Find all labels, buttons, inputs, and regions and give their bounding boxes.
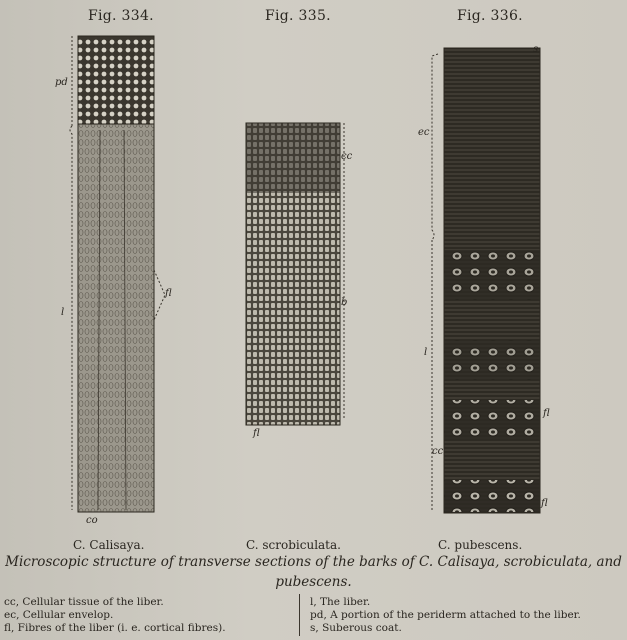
- figure-caption: [0, 552, 627, 592]
- species-pubescens: C. pubescens.: [438, 538, 523, 552]
- legend-item: pd, A portion of the periderm attached to the liber.: [310, 609, 581, 621]
- legend-item: ec, Cellular envelop.: [4, 609, 114, 621]
- annot-fl-334: fl: [165, 288, 172, 299]
- annot-b: b: [341, 297, 348, 308]
- annot-fl-335: fl: [253, 428, 260, 439]
- annot-l: l: [61, 307, 65, 318]
- annot-s: s: [533, 44, 539, 55]
- annot-pd: pd: [55, 77, 68, 88]
- fig-334-label: Fig. 334.: [88, 8, 154, 24]
- fig-334-illustration: [60, 30, 180, 530]
- annot-co: co: [86, 515, 98, 526]
- legend-item: fl, Fibres of the liber (i. e. cortical fibres).: [4, 622, 226, 634]
- caption-line-1: Microscopic structure of transverse sections of the barks of C. Calisaya, scrobiculata, and: [5, 554, 622, 570]
- annot-l-336: l: [424, 347, 428, 358]
- legend-divider: [299, 594, 300, 636]
- annot-cc-335: cc: [341, 151, 353, 162]
- species-scrobiculata: C. scrobiculata.: [246, 538, 341, 552]
- fig-336-label: Fig. 336.: [457, 8, 523, 24]
- legend-item: s, Suberous coat.: [310, 622, 402, 634]
- annot-ec: ec: [418, 127, 430, 138]
- legend-right: [310, 596, 581, 635]
- fig-336-illustration: [430, 40, 550, 520]
- annot-fl-336a: fl: [543, 408, 550, 419]
- legend-left: [4, 596, 226, 635]
- legend-item: cc, Cellular tissue of the liber.: [4, 596, 164, 608]
- species-calisaya: C. Calisaya.: [73, 538, 145, 552]
- fig-335-illustration: [240, 120, 360, 440]
- fig-335-label: Fig. 335.: [265, 8, 331, 24]
- caption-line-2: pubescens.: [275, 574, 352, 590]
- legend-item: l, The liber.: [310, 596, 371, 608]
- annot-fl-336b: fl: [541, 498, 548, 509]
- annot-cc-336: cc: [432, 446, 444, 457]
